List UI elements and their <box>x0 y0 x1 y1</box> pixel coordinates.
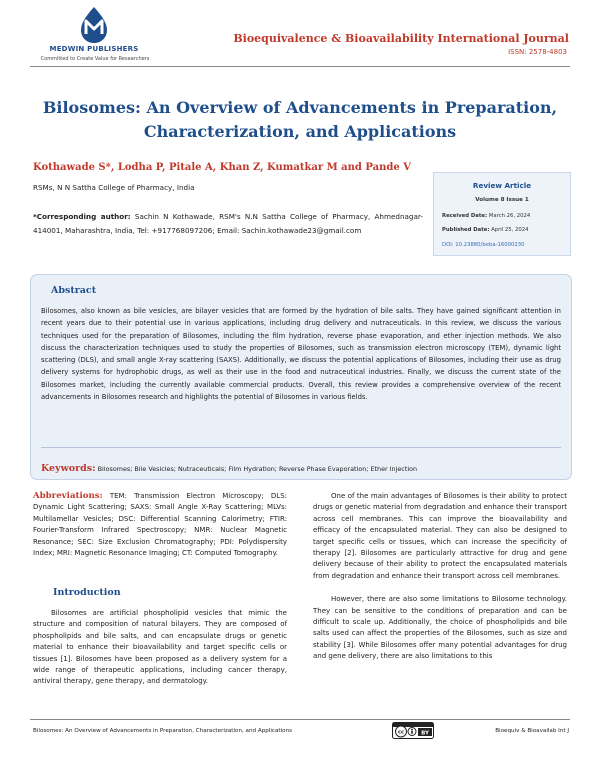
keywords <box>41 456 561 475</box>
article-title <box>40 96 560 144</box>
journal-name: Bioequivalence & Bioavailability International Journal <box>233 32 569 45</box>
introduction-text: Bilosomes are artificial phospholipid vesicles that mimic the structure and composition of natural bilayers. They are composed of phospholipids and bile salts, and can encapsulate drugs or genetic material to enhance their bioavailability and target specific cells or tissues [1]. Bilosomes have been proposed as a delivery system for a wide range of therapeutic applications, including cancer therapy, antiviral therapy, gene therapy, and dermatology. <box>33 609 287 686</box>
abstract-heading: Abstract <box>51 285 97 296</box>
corresponding-author-label: *Corresponding author: <box>33 212 131 221</box>
right-paragraph-2: However, there are also some limitations to Bilosome technology. They can be sensitive to the conditions of preparation and can be difficult to scale up. Additionally, the choice of phospholipids and bile salts used can affect the properties of the Bilosomes, such as size and stability [3]. While Bilosomes offer many potential advantages for drug and gene delivery, there are also limitations to this <box>313 595 567 661</box>
footer-divider <box>30 719 570 720</box>
article-title-line-2: Characterization, and Applications <box>143 122 457 141</box>
abbreviations-label: Abbreviations: <box>33 491 103 501</box>
affiliation: RSMs, N N Sattha College of Pharmacy, India <box>33 183 195 192</box>
right-paragraph-1: One of the main advantages of Bilosomes is their ability to protect drugs or genetic material from degradation and enhance their transport across cell membranes. This can improve the bioavailability and efficacy of the encapsulated material. They can also be designed to target specific cells or tissues, which can increase the specificity of therapy [2]. Bilosomes are particularly attractive for drug and gene delivery because of their ability to protect the encapsulated materials from degradation and enhance their transport across cell membranes. <box>313 492 567 580</box>
published-date-value: April 25, 2024 <box>489 227 529 233</box>
right-column <box>313 491 567 663</box>
publisher-name: MEDWIN PUBLISHERS <box>49 45 139 53</box>
article-title-line-1: Bilosomes: An Overview of Advancements in Preparation, <box>42 98 558 117</box>
keywords-text: Bilosomes; Bile Vesicles; Nutraceuticals; Film Hydration; Reverse Phase Evaporation; Ether Injection <box>95 465 418 473</box>
published-date <box>442 227 529 233</box>
medwin-logo-icon <box>78 6 110 44</box>
article-type: Review Article <box>472 181 532 190</box>
corresponding-author <box>33 210 423 238</box>
footer-journal-abbrev: Bioequiv & Bioavailab Int J <box>495 728 569 734</box>
svg-text:cc: cc <box>398 729 404 736</box>
publisher-tagline: Committed to Create Value for Researchers <box>40 56 150 62</box>
doi-link[interactable]: DOI: 10.23880/beba-16000230 <box>442 242 525 248</box>
abstract-divider <box>41 447 561 448</box>
abstract-text: Bilosomes, also known as bile vesicles, are bilayer vesicles that are formed by the hydration of bile salts. They have gained significant attention in recent years due to their potential use in various applications, including drug delivery and nutraceuticals. In this review, we discuss the various techniques used for the preparation of Bilosomes, including the film hydration, reverse phase evaporation, and ether injection methods. We also discuss the characterization techniques used to study the properties of Bilosomes, such as transmission electron microscopy (TEM), dynamic light scattering (DLS), and small angle X-ray scattering (SAXS). Additionally, we discuss the potential applications of Bilosomes, including their use as drug delivery systems for hydrophobic drugs, as well as their use in the food and nutraceutical industries. Finally, we discuss the current state of the Bilosomes market, including the currently available commercial products. Overall, this review provides a comprehensive overview of the recent advancements in Bilosomes research and highlights the potential of Bilosomes in various fields. <box>41 307 561 402</box>
keywords-label: Keywords: <box>41 463 96 474</box>
received-date-label: Received Date: <box>442 213 488 219</box>
header-divider <box>30 66 570 67</box>
article-info-box <box>433 172 571 256</box>
corresponding-author-details: Sachin N Kothawade, RSM's N.N Sattha College of Pharmacy, Ahmednagar-414001, Maharashtra, India, Tel: +917768097206; Email: Sachin.kothawade23@gmail.com <box>33 212 423 235</box>
cc-license-icon[interactable] <box>392 722 434 739</box>
authors: Kothawade S*, Lodha P, Pitale A, Khan Z, Kumatkar M and Pande V <box>33 162 411 173</box>
footer-running-title: Bilosomes: An Overview of Advancements in Preparation, Characterization, and Applications <box>33 728 293 734</box>
published-date-label: Published Date: <box>442 227 490 233</box>
volume-issue: Volume 8 Issue 1 <box>475 197 529 203</box>
introduction-heading: Introduction <box>53 587 121 598</box>
abstract-box <box>30 274 572 480</box>
received-date <box>442 213 530 219</box>
abbreviations-text: TEM: Transmission Electron Microscopy; DLS: Dynamic Light Scattering; SAXS: Small Angle X-Ray Scattering; MLVs: Multilamellar Vesicles; DSC: Differential Scanning Calorimetry; FTIR: Fourier-Transform Infrared Spectroscopy; NMR: Nuclear Magnetic Resonance; SEC: Size Exclusion Chromatography; PDI: Polydispersity Index; MRI: Magnetic Resonance Imaging; CT: Computed Tomography. <box>33 492 287 558</box>
issn: ISSN: 2578-4803 <box>508 48 567 56</box>
abbreviations-paragraph <box>33 491 287 559</box>
received-date-value: March 26, 2024 <box>487 213 531 219</box>
cc-by-label: BY <box>421 730 429 737</box>
